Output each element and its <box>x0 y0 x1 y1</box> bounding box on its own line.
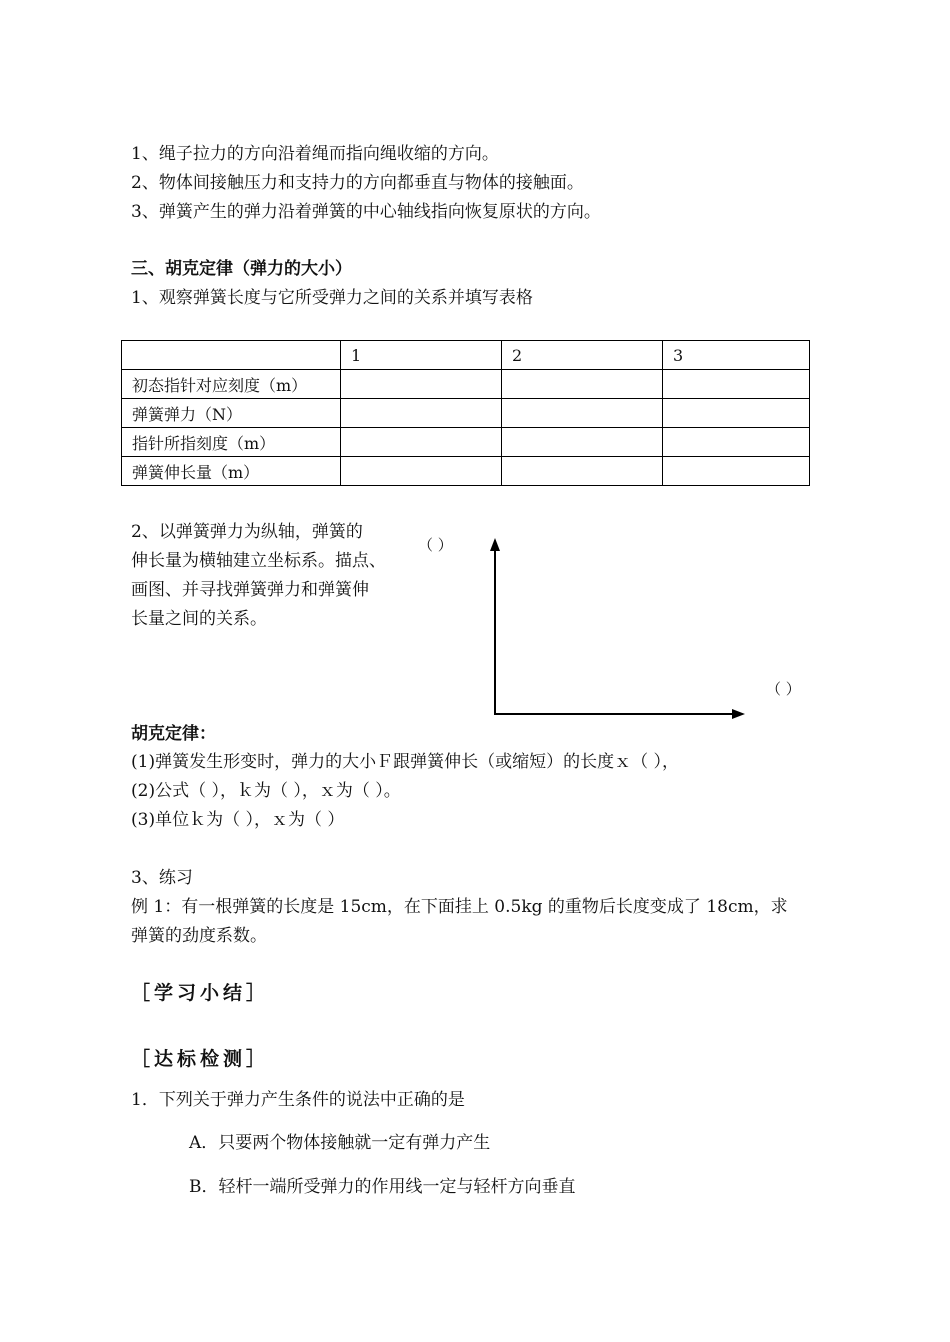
test-heading: ［达标检测］ <box>131 1048 270 1070</box>
rule-2: 2、物体间接触压力和支持力的方向都垂直与物体的接触面。 <box>131 173 584 193</box>
practice-title: 3、练习 <box>131 868 193 888</box>
table-header-1: 1 <box>341 341 502 370</box>
row-label: 弹簧弹力（N） <box>122 399 341 428</box>
example-line-2: 弹簧的劲度系数。 <box>131 926 267 946</box>
rule-3: 3、弹簧产生的弹力沿着弹簧的中心轴线指向恢复原状的方向。 <box>131 202 601 222</box>
section-title: 三、胡克定律（弹力的大小） <box>131 259 352 279</box>
item2-line-4: 长量之间的关系。 <box>131 609 267 629</box>
item1-text: 1、观察弹簧长度与它所受弹力之间的关系并填写表格 <box>131 288 533 308</box>
rule-1: 1、绳子拉力的方向沿着绳而指向绳收缩的方向。 <box>131 144 499 164</box>
item2-line-2: 伸长量为横轴建立坐标系。描点、 <box>131 551 386 571</box>
x-axis-label: （ ） <box>766 680 801 698</box>
hooke-line-1: (1)弹簧发生形变时，弹力的大小Ｆ跟弹簧伸长（或缩短）的长度ｘ（ ）， <box>131 752 679 772</box>
hooke-line-3: (3)单位ｋ为（ ），ｘ为（ ） <box>131 810 345 830</box>
hooke-line-2: (2)公式（ ），ｋ为（ ），ｘ为（ ）。 <box>131 781 401 801</box>
y-axis-arrow-icon <box>490 538 500 551</box>
item2-line-1: 2、以弹簧弹力为纵轴，弹簧的 <box>131 522 363 542</box>
example-line-1: 例 1：有一根弹簧的长度是 15cm，在下面挂上 0.5kg 的重物后长度变成了 18cm，求 <box>131 897 788 917</box>
summary-heading: ［学习小结］ <box>131 982 270 1004</box>
row-label: 初态指针对应刻度（m） <box>122 370 341 399</box>
option-a: A．只要两个物体接触就一定有弹力产生 <box>189 1133 491 1153</box>
hooke-title: 胡克定律： <box>131 724 216 744</box>
row-label: 弹簧伸长量（m） <box>122 457 341 486</box>
table-header-3: 3 <box>663 341 810 370</box>
y-axis-label: （ ） <box>418 536 453 554</box>
row-label: 指针所指刻度（m） <box>122 428 341 457</box>
question-stem: 1．下列关于弹力产生条件的说法中正确的是 <box>131 1090 465 1110</box>
table-header-2: 2 <box>502 341 663 370</box>
item2-line-3: 画图、并寻找弹簧弹力和弹簧伸 <box>131 580 369 600</box>
option-b: B．轻杆一端所受弹力的作用线一定与轻杆方向垂直 <box>189 1177 576 1197</box>
x-axis-arrow-icon <box>732 709 745 719</box>
